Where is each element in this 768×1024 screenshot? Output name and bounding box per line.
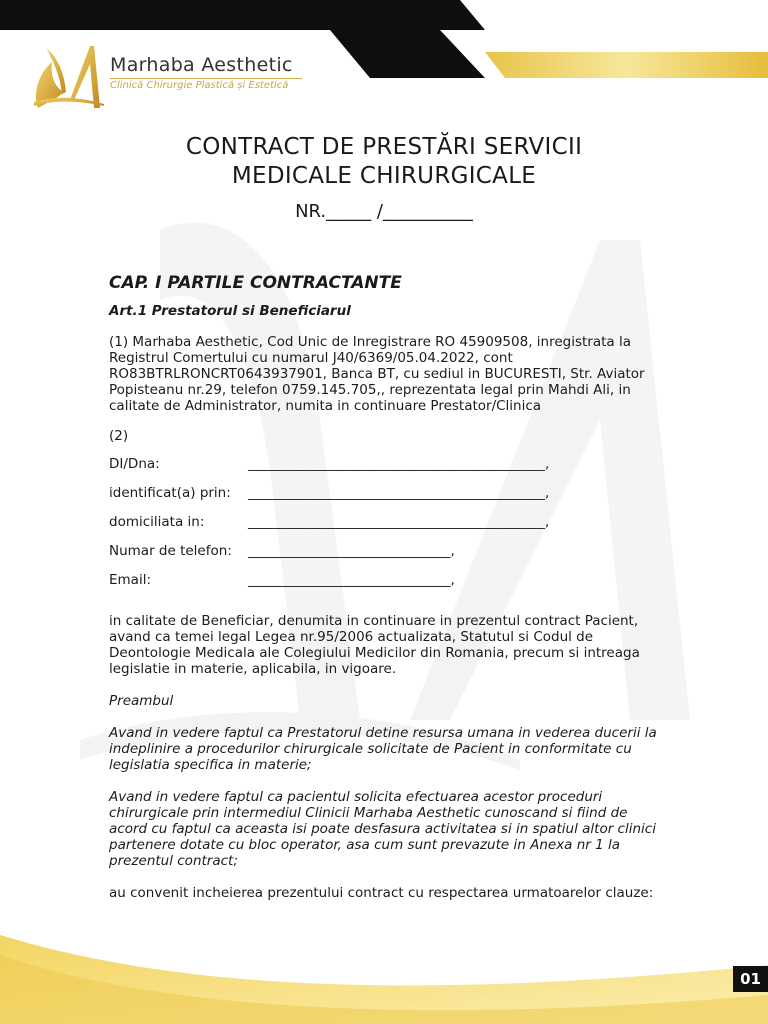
document-title: [0, 133, 768, 191]
header-black-tab: [330, 30, 485, 78]
beneficiary-paragraph: in calitate de Beneficiar, denumita in continuare in prezentul contract Pacient, avand ca temei legal Legea nr.95/2006 actualizata, Statutul si Codul de Deontologie Medicala ale Colegiului Medicilor din Romania, precum si intreaga legislatie in materie, aplicabila, in vigoare.: [109, 613, 640, 677]
field-line-address[interactable]: ____________________________________________,: [248, 514, 550, 530]
field-line-name[interactable]: ____________________________________________,: [248, 456, 550, 472]
article-heading: Art.1 Prestatorul si Beneficiarul: [109, 303, 351, 319]
field-line-phone[interactable]: ______________________________,: [248, 543, 455, 559]
clause-1: (1) Marhaba Aesthetic, Cod Unic de Inregistrare RO 45909508, inregistrata la Registrul Comertului cu numarul J40/6369/05.04.2022, cont RO83BTRLRONCRT0643937901, Banca BT, cu sediul in BUCURESTI, Str. Aviator Popisteanu nr.29, telefon 0759.145.705,, reprezentata legal prin Mahdi Ali, in calitate de Administrator, numita in continuare Prestator/Clinica: [109, 334, 645, 414]
brand-tagline: Clinică Chirurgie Plastică și Estetică: [110, 80, 289, 91]
field-label-email: Email:: [109, 572, 152, 588]
contract-number: NR._____ /__________: [295, 201, 473, 222]
field-label-name: DI/Dna:: [109, 456, 160, 472]
preamble-paragraph-2: Avand in vedere faptul ca pacientul solicita efectuarea acestor proceduri chirurgicale prin intermediul Clinicii Marhaba Aesthetic cunoscand si fiind de acord cu faptul ca aceasta isi poate desfasura activitatea si in spatiul altor clinici partenere dotate cu bloc operator, asa cum sunt prevazute in Anexa nr 1 la prezentul contract;: [109, 789, 656, 869]
preamble-title: Preambul: [109, 693, 174, 709]
title-line-1: CONTRACT DE PRESTĂRI SERVICII: [185, 134, 583, 160]
title-line-2: MEDICALE CHIRURGICALE: [231, 163, 537, 189]
header-black-band: [0, 0, 485, 30]
closing-paragraph: au convenit incheierea prezentului contract cu respectarea urmatoarelor clauze:: [109, 885, 654, 901]
field-label-id: identificat(a) prin:: [109, 485, 231, 501]
brand-divider: [110, 78, 302, 79]
clause-2: (2): [109, 428, 129, 444]
chapter-heading: CAP. I PARTILE CONTRACTANTE: [109, 273, 402, 293]
page-number: 01: [733, 966, 768, 992]
field-line-id[interactable]: ____________________________________________,: [248, 485, 550, 501]
field-label-address: domiciliata in:: [109, 514, 205, 530]
brand-name: Marhaba Aesthetic: [110, 54, 293, 76]
marhaba-logo-icon: [30, 42, 108, 112]
field-label-phone: Numar de telefon:: [109, 543, 232, 559]
header-gold-band: [485, 52, 768, 78]
field-line-email[interactable]: ______________________________,: [248, 572, 455, 588]
preamble-paragraph-1: Avand in vedere faptul ca Prestatorul detine resursa umana in vederea ducerii la indeplinire a procedurilor chirurgicale solicitate de Pacient in conformitate cu legislatia specifica in materie;: [109, 725, 657, 773]
